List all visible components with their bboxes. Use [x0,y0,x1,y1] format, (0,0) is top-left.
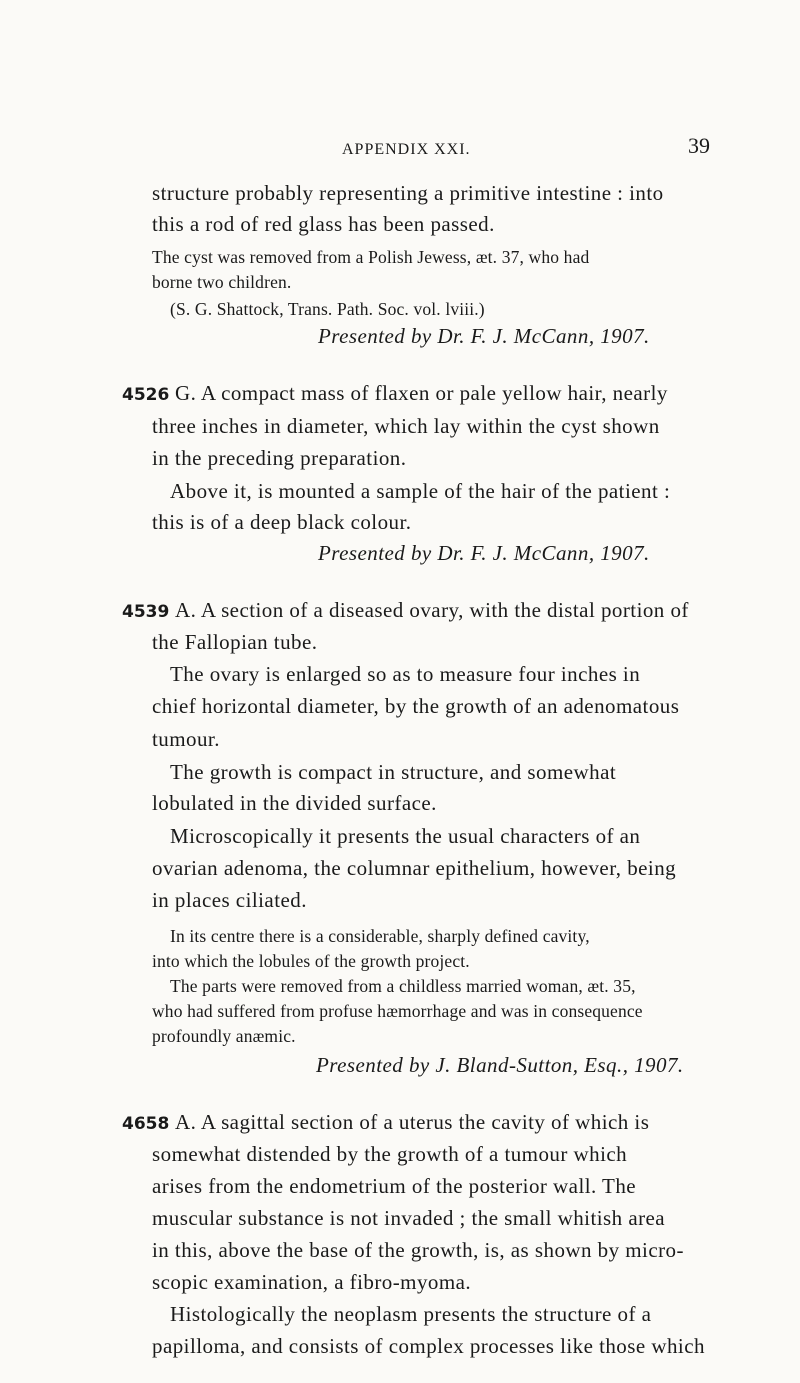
text-line: tumour. [152,727,220,751]
entry-suffix: A. [175,1110,197,1134]
entry-suffix: G. [175,381,197,405]
small-text-line: into which the lobules of the growth project. [152,951,470,971]
text-line: chief horizontal diameter, by the growth of an adenomatous [152,694,680,718]
small-text-line: profoundly anæmic. [152,1026,296,1046]
text-line: this a rod of red glass has been passed. [152,212,495,236]
text-line: this is of a deep black colour. [152,510,412,534]
entry-text: A compact mass of flaxen or pale yellow hair, nearly [200,381,668,405]
text-line: The ovary is enlarged so as to measure four inches in [170,662,641,686]
text-line: the Fallopian tube. [152,630,318,654]
text-line: The growth is compact in structure, and somewhat [170,760,617,784]
text-line: papilloma, and consists of complex processes like those which [152,1334,705,1358]
small-text-line: who had suffered from profuse hæmorrhage and was in consequence [152,1001,643,1021]
small-text-line: The cyst was removed from a Polish Jewess, æt. 37, who had [152,247,590,267]
text-line: muscular substance is not invaded ; the small whitish area [152,1206,666,1230]
attribution: Presented by Dr. F. J. McCann, 1907. [318,541,650,565]
text-line: in places ciliated. [152,888,307,912]
small-text-line: borne two children. [152,272,292,292]
text-line: Above it, is mounted a sample of the hair of the patient : [170,479,671,503]
entry-text: A sagittal section of a uterus the cavity of which is [200,1110,650,1134]
entry-suffix: A. [175,598,197,622]
text-line: in this, above the base of the growth, is, as shown by micro- [152,1238,684,1262]
attribution: Presented by Dr. F. J. McCann, 1907. [318,324,650,348]
text-line: scopic examination, a fibro-myoma. [152,1270,472,1294]
text-line: lobulated in the divided surface. [152,791,437,815]
citation-line: (S. G. Shattock, Trans. Path. Soc. vol. lviii.) [170,299,485,319]
entry-text: A section of a diseased ovary, with the distal portion of [200,598,689,622]
text-line: arises from the endometrium of the posterior wall. The [152,1174,637,1198]
entry-first-line [122,381,668,406]
entry-first-line [122,598,689,623]
page-header [0,133,800,171]
entry-first-line [122,1110,649,1135]
small-text-line: In its centre there is a considerable, sharply defined cavity, [170,926,590,946]
entry-number: 4539 [122,602,170,622]
page-number: 39 [688,133,710,158]
entry-number: 4658 [122,1114,170,1134]
text-line: Microscopically it presents the usual characters of an [170,824,641,848]
small-text-line: The parts were removed from a childless married woman, æt. 35, [170,976,636,996]
text-line: somewhat distended by the growth of a tumour which [152,1142,628,1166]
text-line: Histologically the neoplasm presents the structure of a [170,1302,652,1326]
entry-number: 4526 [122,385,170,405]
text-line: structure probably representing a primitive intestine : into [152,181,664,205]
running-head: APPENDIX XXI. [342,141,471,158]
text-line: three inches in diameter, which lay within the cyst shown [152,414,660,438]
text-line: in the preceding preparation. [152,446,407,470]
text-line: ovarian adenoma, the columnar epithelium, however, being [152,856,677,880]
attribution: Presented by J. Bland-Sutton, Esq., 1907. [316,1053,684,1077]
